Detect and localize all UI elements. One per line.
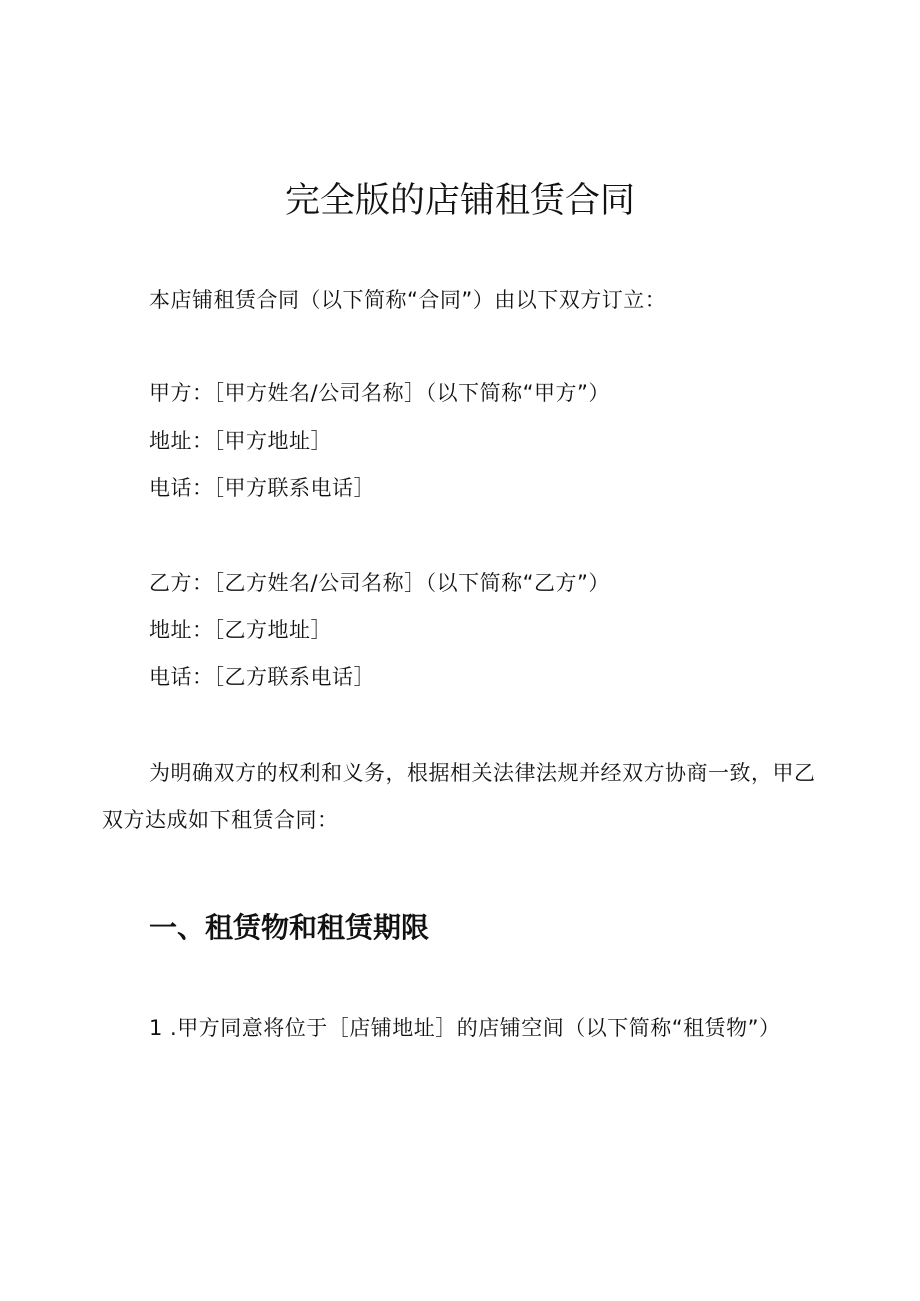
section-1-item-1: 1 .甲方同意将位于［店铺地址］的店铺空间（以下简称“租赁物”） [149,1016,781,1040]
party-a-phone: 电话：［甲方联系电话］ [149,476,375,500]
party-a-address: 地址：［甲方地址］ [149,429,332,453]
intro-paragraph: 本店铺租赁合同（以下简称“合同”）由以下双方订立： [149,288,667,312]
document-title: 完全版的店铺租赁合同 [284,181,635,221]
party-b-address: 地址：［乙方地址］ [149,618,332,642]
purpose-paragraph-line1: 为明确双方的权利和义务，根据相关法律法规并经双方协商一致，甲乙 [149,761,816,785]
purpose-paragraph-line2: 双方达成如下租赁合同： [102,808,339,832]
section-heading-1: 一、租赁物和租赁期限 [149,911,430,944]
party-b-name: 乙方：［乙方姓名/公司名称］（以下简称“乙方”） [149,571,610,595]
party-b-phone: 电话：［乙方联系电话］ [149,665,375,689]
party-a-name: 甲方：［甲方姓名/公司名称］（以下简称“甲方”） [149,381,610,405]
